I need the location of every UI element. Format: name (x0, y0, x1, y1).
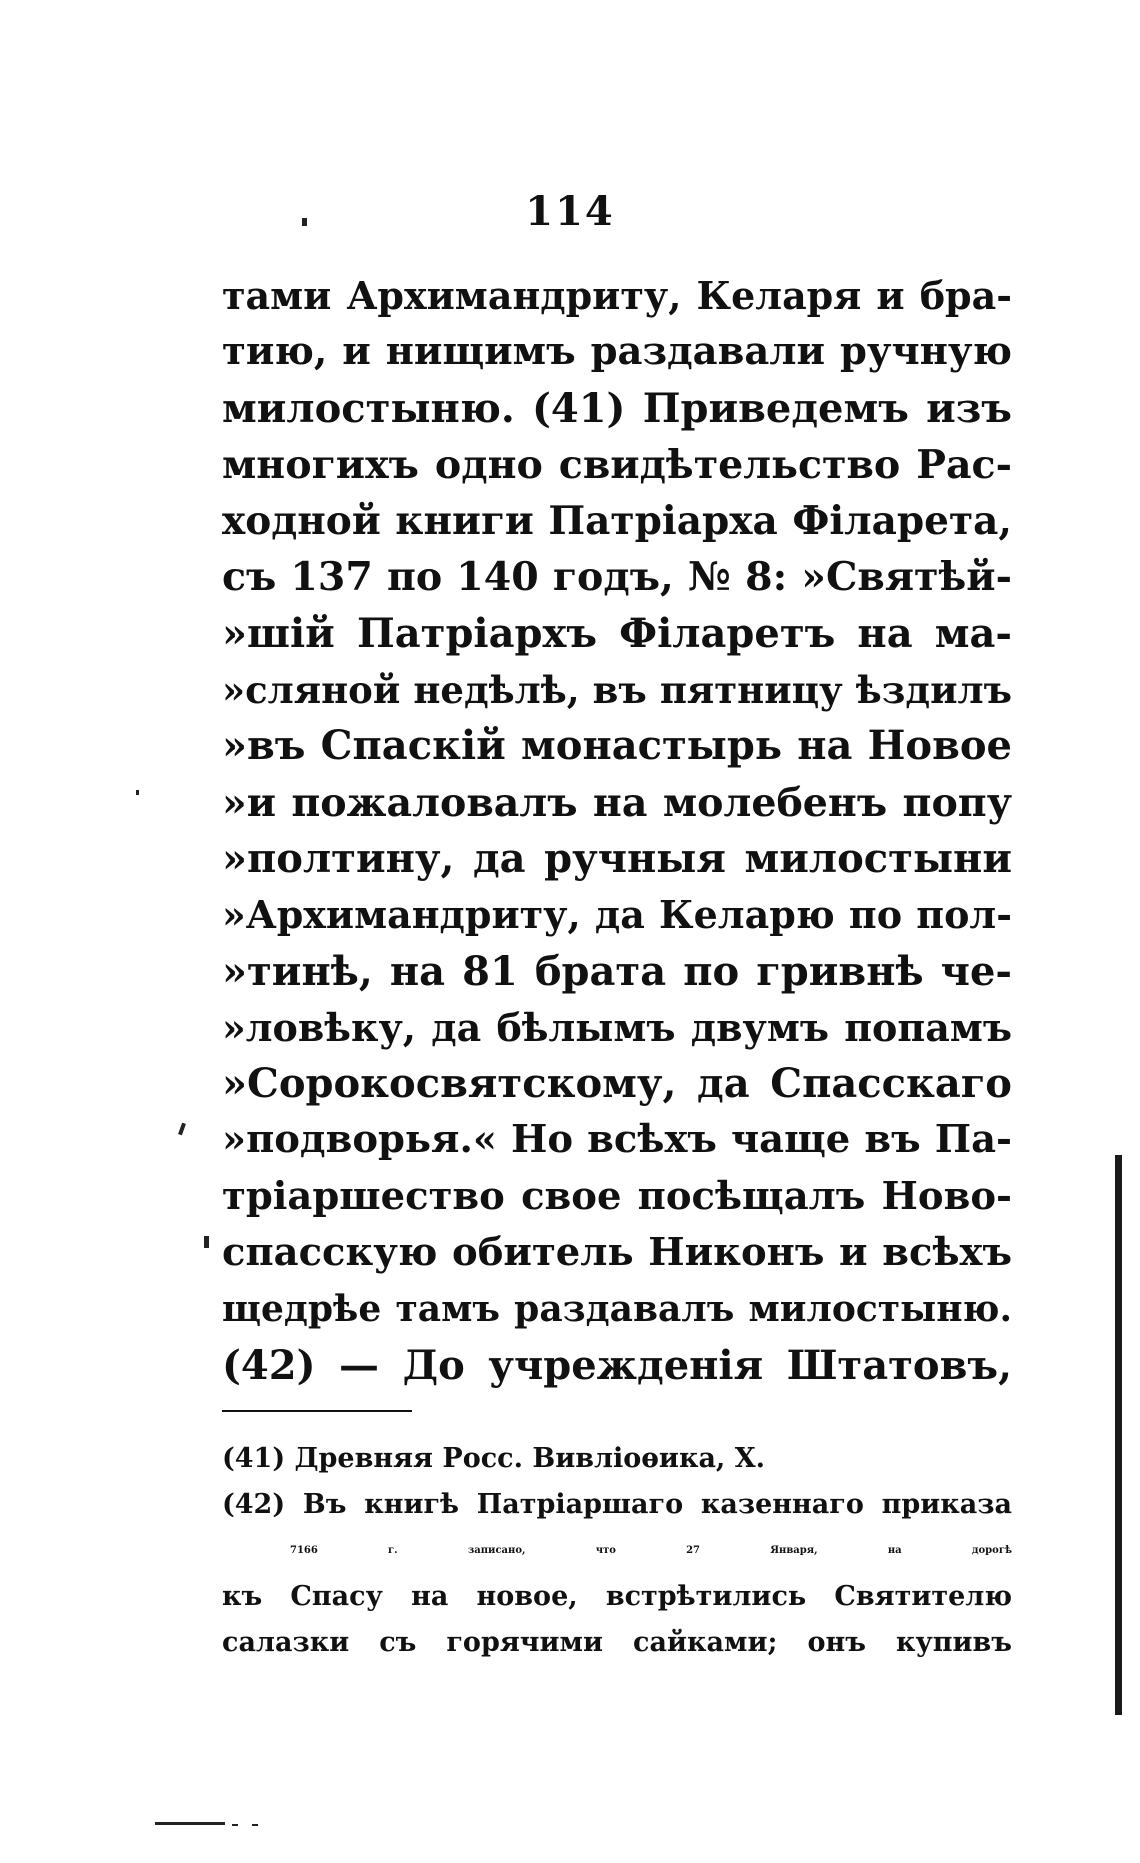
body-line: многихъ одно свидѣтельство Рас- (222, 441, 1012, 488)
body-line: тріаршество свое посѣщалъ Ново- (222, 1173, 1012, 1219)
body-line: »Архимандриту, да Келарю по пол- (222, 892, 1012, 938)
body-text (222, 268, 1012, 1394)
body-line: съ 137 по 140 годъ, № 8: »Святѣй- (222, 554, 1012, 601)
body-line: »Сорокосвятскому, да Спасскаго (222, 1060, 1012, 1108)
body-line: спасскую обитель Никонъ и всѣхъ (222, 1230, 1012, 1276)
body-line: »сляной недѣлѣ, въ пятницу ѣздилъ (222, 668, 1012, 713)
scan-mark (204, 1236, 209, 1248)
footnote-42: (42) Въ книгѣ Патріаршаго казеннаго приказа (222, 1489, 1012, 1520)
scan-mark (232, 1824, 238, 1826)
body-line: »въ Спаскій монастырь на Новое (222, 722, 1012, 770)
scan-mark (302, 218, 307, 226)
body-line: щедрѣе тамъ раздавалъ милостыню. (222, 1288, 1012, 1331)
body-line: »ловѣку, да бѣлымъ двумъ попамъ (222, 1004, 1012, 1050)
body-line: »подворья.« Но всѣхъ чаще въ Па- (222, 1117, 1012, 1163)
margin-bar (1115, 1155, 1122, 1715)
body-line: (42) — До учрежденія Штатовъ, (222, 1341, 1012, 1389)
footnote-41: (41) Древняя Росс. Вивліоѳика, X. (222, 1443, 766, 1474)
body-line: »шій Патріархъ Філаретъ на ма- (222, 609, 1012, 657)
body-line: »и пожаловалъ на молебенъ попу (222, 779, 1012, 826)
body-line: тию, и нищимъ раздавали ручную (222, 329, 1012, 375)
footnote-42-line: 7166 г. записано, что 27 Января, на дорогѣ (290, 1545, 1012, 1556)
page-number: 114 (525, 188, 615, 235)
footnote-rule (222, 1410, 412, 1412)
body-line: тами Архимандриту, Келаря и бра- (222, 273, 1012, 318)
body-line: милостыню. (41) Приведемъ изъ (222, 384, 1012, 432)
scan-mark (252, 1824, 258, 1826)
footnote-42-line: салазки съ горячими сайками; онъ купивъ (222, 1627, 1012, 1658)
footnotes (222, 1436, 1012, 1666)
scan-mark (178, 1123, 186, 1136)
body-line: ходной книги Патріарха Філарета, (222, 498, 1012, 545)
scan-mark (155, 1822, 225, 1825)
footnote-42-line: къ Спасу на новое, встрѣтились Святителю (222, 1581, 1012, 1612)
body-line: »полтину, да ручныя милостыни (222, 834, 1012, 882)
body-line: »тинѣ, на 81 брата по гривнѣ че- (222, 947, 1012, 995)
scan-mark (136, 790, 139, 795)
